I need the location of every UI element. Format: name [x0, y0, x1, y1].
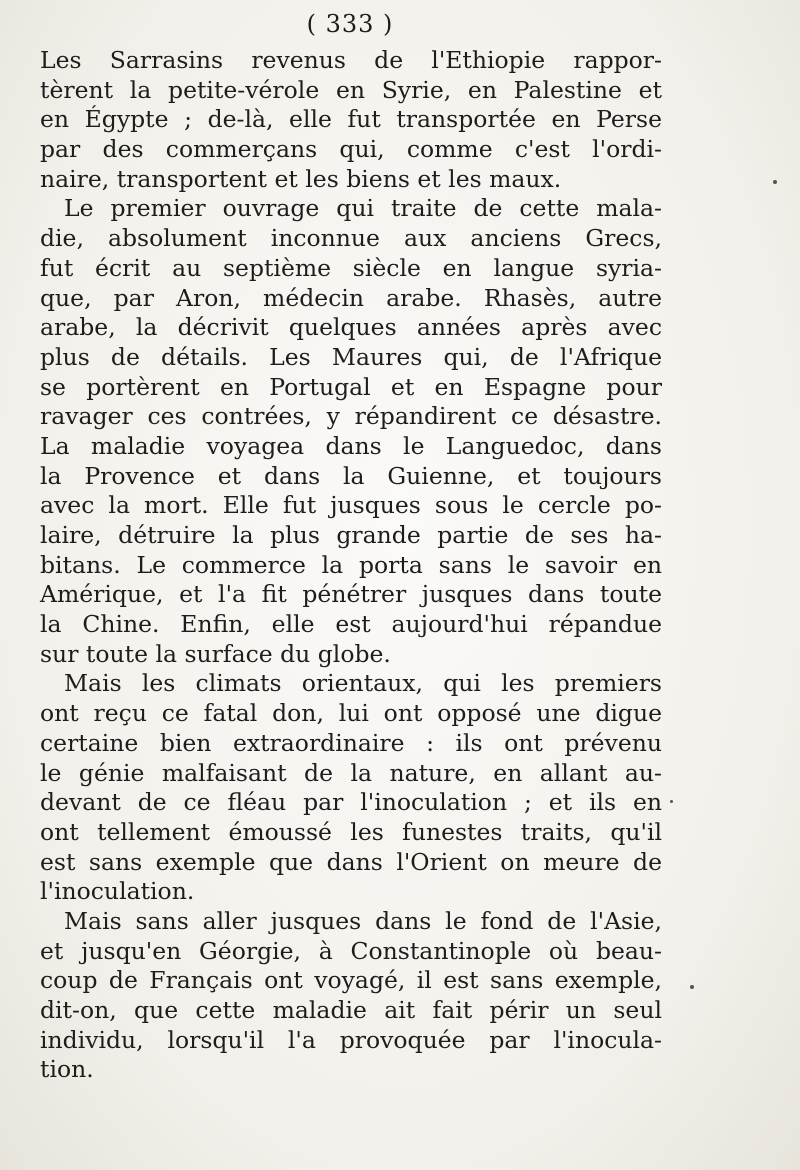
text-line: en Égypte ; de-là, elle fut transportée en Perse [40, 105, 662, 134]
text-line: Mais sans aller jusques dans le fond de l'Asie, [64, 906, 662, 935]
print-speck [773, 180, 777, 184]
text-line: arabe, la décrivit quelques années après avec [40, 313, 662, 342]
paragraph-4 [40, 907, 662, 1085]
page-number: ( 333 ) [306, 10, 394, 38]
text-line: le génie malfaisant de la nature, en allant au- [40, 758, 662, 787]
paragraph-1 [40, 46, 662, 194]
text-line: La maladie voyagea dans le Languedoc, dans [40, 431, 662, 460]
text-line: par des commerçans qui, comme c'est l'ordi- [40, 135, 662, 164]
text-line: ravager ces contrées, y répandirent ce désastre. [40, 402, 662, 431]
text-line: bitans. Le commerce la porta sans le savoir en [40, 550, 662, 579]
text-line: la Chine. Enfin, elle est aujourd'hui répandue [40, 610, 662, 639]
text-line: la Provence et dans la Guienne, et toujours [40, 461, 662, 490]
text-line: tèrent la petite-vérole en Syrie, en Palestine et [40, 75, 662, 104]
text-line: et jusqu'en Géorgie, à Constantinople où beau- [40, 936, 662, 965]
text-line: die, absolument inconnue aux anciens Grecs, [40, 224, 662, 253]
text-line: que, par Aron, médecin arabe. Rhasès, autre [40, 283, 662, 312]
print-speck [670, 800, 673, 803]
text-line: est sans exemple que dans l'Orient on meure de [40, 847, 662, 876]
text-line: coup de Français ont voyagé, il est sans exemple, [40, 966, 662, 995]
text-line: Le premier ouvrage qui traite de cette mala- [64, 194, 662, 223]
text-line: avec la mort. Elle fut jusques sous le cercle po- [40, 491, 662, 520]
print-speck [690, 985, 694, 989]
paragraph-2 [40, 194, 662, 669]
text-line: individu, lorsqu'il l'a provoquée par l'inocula- [40, 1025, 662, 1054]
text-line: Mais les climats orientaux, qui les premiers [64, 669, 662, 698]
text-line: ont tellement émoussé les funestes traits, qu'il [40, 817, 662, 846]
paragraph-3 [40, 669, 662, 907]
body-text [40, 46, 662, 1085]
text-line: Les Sarrasins revenus de l'Ethiopie rappor- [40, 46, 662, 74]
text-line: fut écrit au septième siècle en langue syria- [40, 253, 662, 282]
text-line: laire, détruire la plus grande partie de ses ha- [40, 521, 662, 549]
text-line: se portèrent en Portugal et en Espagne pour [40, 372, 662, 401]
text-line: ont reçu ce fatal don, lui ont opposé une digue [40, 699, 662, 728]
text-line: certaine bien extraordinaire : ils ont prévenu [40, 728, 662, 757]
text-line: naire, transportent et les biens et les maux. [40, 164, 562, 193]
text-line: tion. [40, 1055, 94, 1084]
text-line: dit-on, que cette maladie ait fait périr un seul [40, 996, 662, 1024]
text-line: sur toute la surface du globe. [40, 639, 391, 668]
text-line: Amérique, et l'a fit pénétrer jusques dans toute [40, 580, 662, 609]
text-line: plus de détails. Les Maures qui, de l'Afrique [40, 342, 662, 371]
text-line: l'inoculation. [40, 877, 195, 906]
text-line: devant de ce fléau par l'inoculation ; et ils en [40, 788, 662, 817]
